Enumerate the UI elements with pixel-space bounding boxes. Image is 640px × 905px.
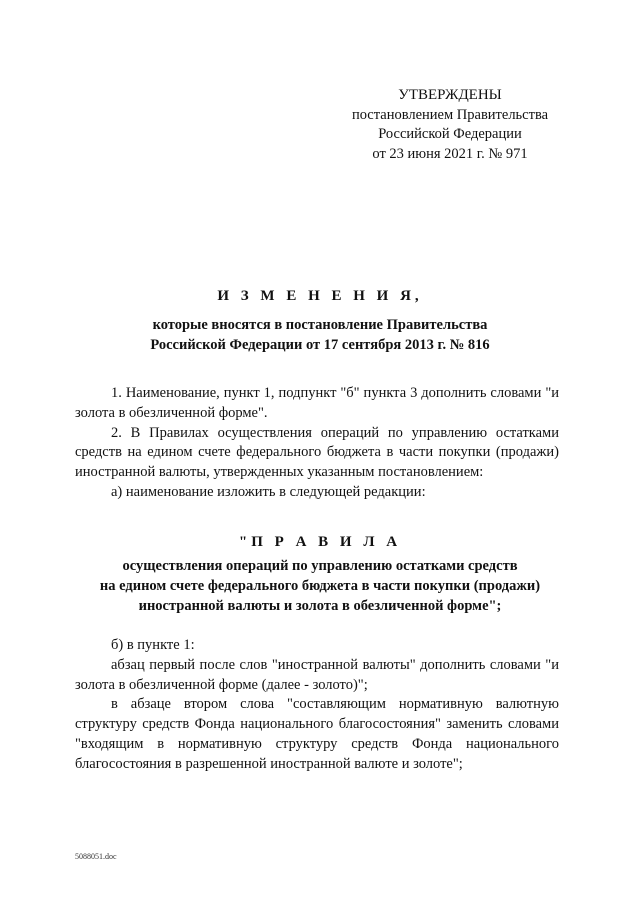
paragraph-2: 2. В Правилах осуществления операций по управлению остатками средств на едином счете федерального бюджета в части покупки (продажи) иностранной валюты, утвержденных указанным постановлением:: [75, 424, 559, 481]
footer-file-name: 5088051.doc: [75, 852, 117, 861]
rules-subtitle-line-1: осуществления операций по управлению остатками средств: [122, 558, 518, 574]
paragraph-1: 1. Наименование, пункт 1, подпункт "б" пункта 3 дополнить словами "и золота в обезличенной форме".: [75, 385, 559, 421]
changes-title: И З М Е Н Е Н И Я,: [217, 288, 423, 304]
rules-title: "П Р А В И Л А: [238, 534, 402, 550]
rules-subtitle-line-2: на едином счете федерального бюджета в части покупки (продажи): [99, 578, 541, 594]
approval-stamp: [330, 86, 570, 164]
rules-subtitle-line-3: иностранной валюты и золота в обезличенной форме";: [138, 598, 502, 614]
paragraph-5: абзац первый после слов "иностранной валюты" дополнить словами "и золота в обезличенной форме (далее - золото)";: [75, 656, 559, 693]
changes-subtitle-line-1: которые вносятся в постановление Правительства: [152, 317, 488, 333]
approval-line-2: Российской Федерации: [378, 126, 522, 142]
amendments-block-2: [75, 636, 559, 775]
rules-subtitle: [60, 556, 580, 616]
paragraph-3: а) наименование изложить в следующей редакции:: [111, 483, 426, 500]
approval-title: УТВЕРЖДЕНЫ: [398, 87, 502, 103]
approval-line-1: постановлением Правительства: [351, 106, 549, 123]
changes-subtitle-line-2: Российской Федерации от 17 сентября 2013 г. № 816: [150, 337, 490, 353]
amendments-block-1: [75, 384, 559, 503]
changes-subtitle: [60, 315, 580, 355]
approval-line-3: от 23 июня 2021 г. № 971: [372, 145, 528, 162]
paragraph-6: в абзаце втором слова "составляющим нормативную валютную структуру средств Фонда национального благосостояния" заменить словами "входящим в нормативную структуру средств Фонда национального благосостояния в разрешенной иностранной валюте и золоте";: [75, 696, 559, 772]
paragraph-4: б) в пункте 1:: [111, 637, 195, 653]
